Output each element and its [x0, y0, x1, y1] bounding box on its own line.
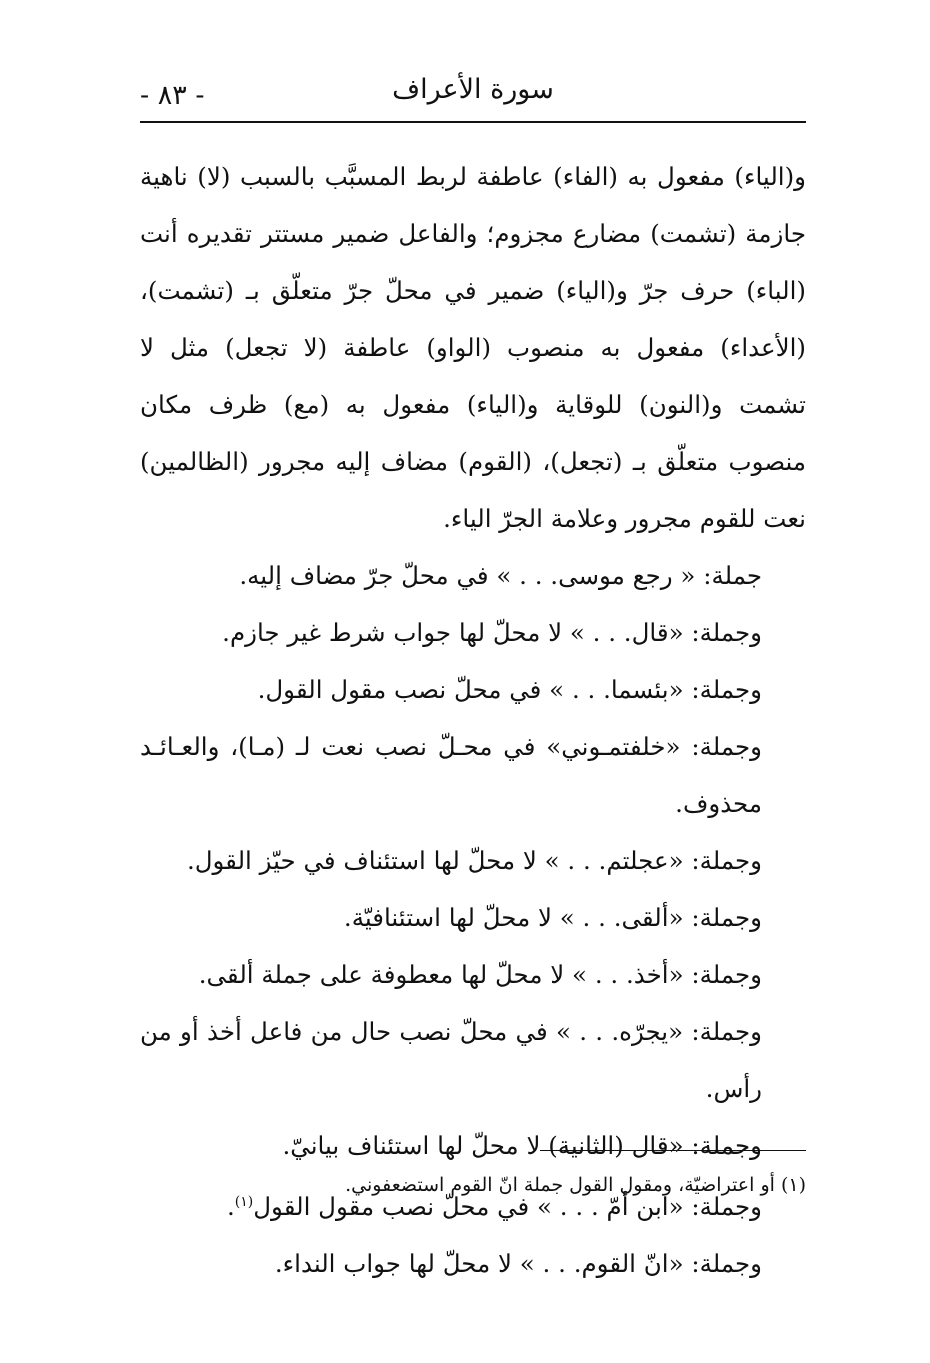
main-text: [140, 148, 806, 1292]
sentence-line: جملة: « رجع موسى. . . » في محلّ جرّ مضاف إليه.: [239, 561, 762, 590]
sentence-line: وجملة: «بئسما. . . » في محلّ نصب مقول القول.: [257, 675, 762, 704]
sentence-line: وجملة: «عجلتم. . . » لا محلّ لها استئناف في حيّز القول.: [186, 846, 762, 875]
footnote-divider: [540, 1150, 806, 1151]
page-number: - ٨٣ -: [140, 80, 205, 111]
sentence-line: وجملة: «أخذ. . . » لا محلّ لها معطوفة على جملة ألقى.: [198, 960, 762, 989]
surah-title: سورة الأعراف: [392, 74, 554, 105]
sentence-text: وجملة: «ابن أمّ . . . » في محلّ نصب مقول القول: [253, 1192, 762, 1222]
grammar-paragraph: و(الياء) مفعول به (الفاء) عاطفة لربط المسبَّب بالسبب (لا) ناهية جازمة (تشمت) مضارع مجزوم؛ والفاعل ضمير مستتر تقديره أنت (الباء) حرف جرّ و(الياء) ضمير في محلّ جرّ متعلّق بـ (تشمت)، (الأعداء) مفعول به منصوب (الواو) عاطفة (لا تجعل) مثل لا تشمت و(النون) للوقاية و(الياء) مفعول به (مع) ظرف مكان منصوب متعلّق بـ (تجعل)، (القوم) مضاف إليه مجرور (الظالمين) نعت للقوم مجرور وعلامة الجرّ الياء.: [140, 162, 806, 533]
footnote-text: (١) أو اعتراضيّة، ومقول القول جملة انّ القوم استضعفوني.: [345, 1174, 806, 1196]
footnote-marker: (١): [234, 1194, 254, 1210]
sentence-line: وجملة: «ألقى. . . » لا محلّ لها استئنافيّة.: [343, 903, 762, 932]
sentence-line: وجملة: «يجرّه. . . » في محلّ نصب حال من فاعل أخذ أو من رأس.: [140, 1017, 762, 1103]
sentence-line: وجملة: «قال. . . » لا محلّ لها جواب شرط غير جازم.: [222, 618, 762, 647]
sentence-line: وجملة: «خلفتمـوني» في محـلّ نصب نعت لـ (مـا)، والعـائـد محذوف.: [140, 732, 762, 818]
sentence-line-with-footnote: وجملة: «ابن أمّ . . . » في محلّ نصب مقول القول$^{(١)}$.: [226, 1192, 762, 1222]
sentence-line: وجملة: «انّ القوم. . . » لا محلّ لها جواب النداء.: [274, 1249, 762, 1279]
header-divider: [140, 121, 806, 123]
page-header: [140, 72, 806, 118]
sentence-line: وجملة: «قال (الثانية) لا محلّ لها استئناف بيانيّ.: [282, 1131, 762, 1160]
